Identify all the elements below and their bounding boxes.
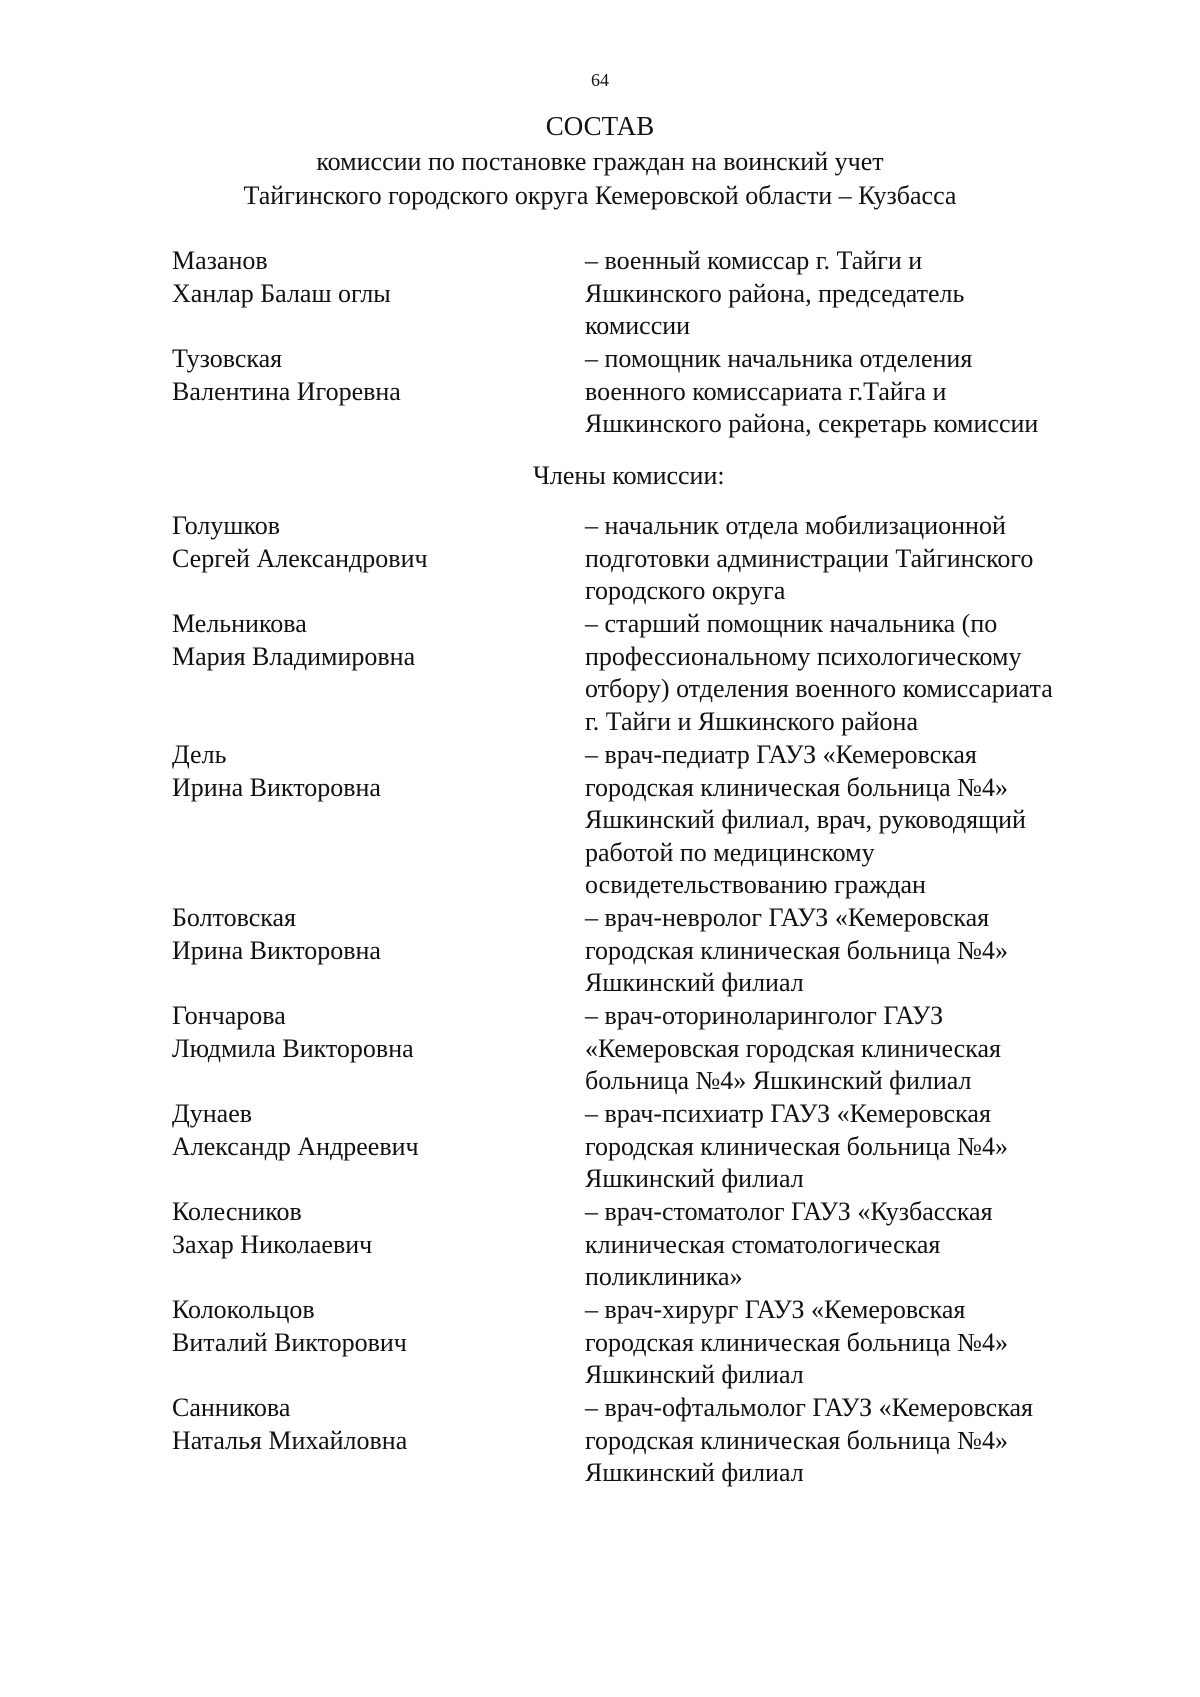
role-line: городская клиническая больница №4»: [585, 1131, 1008, 1161]
role-line: Яшкинский филиал, врач, руководящий: [585, 805, 1026, 835]
role-line: городская клиническая больница №4»: [585, 1327, 1008, 1357]
person-name: [172, 343, 572, 408]
person-name: [172, 739, 572, 804]
role-line: Яшкинский филиал: [585, 968, 804, 998]
person-role: [585, 1098, 1105, 1196]
role-line: подготовки администрации Тайгинского: [585, 543, 1034, 573]
person-name: [172, 1294, 572, 1359]
person-name: [172, 1098, 572, 1163]
role-line: городского округа: [585, 576, 786, 606]
role-line: – врач-офтальмолог ГАУЗ «Кемеровская: [585, 1393, 1033, 1422]
person-role: [585, 1294, 1105, 1392]
person-given-names: Сергей Александрович: [172, 543, 428, 573]
role-line: – помощник начальника отделения: [585, 344, 973, 373]
role-line: – врач-невролог ГАУЗ «Кемеровская: [585, 903, 990, 932]
role-line: отбору) отделения военного комиссариата: [585, 674, 1053, 704]
role-line: клиническая стоматологическая: [585, 1229, 941, 1259]
person-role: [585, 343, 1105, 441]
person-role: [585, 739, 1105, 902]
person-role: [585, 1392, 1105, 1490]
members-heading: Члены комиссии:: [533, 461, 725, 490]
person-role: [585, 608, 1105, 738]
role-line: – врач-хирург ГАУЗ «Кемеровская: [585, 1295, 966, 1324]
person-surname: Колокольцов: [172, 1295, 315, 1324]
person-given-names: Ханлар Балаш оглы: [172, 278, 391, 308]
person-given-names: Виталий Викторович: [172, 1327, 407, 1357]
person-surname: Колесников: [172, 1197, 302, 1226]
person-name: [172, 1000, 572, 1065]
person-name: [172, 1392, 572, 1457]
role-line: освидетельствованию граждан: [585, 870, 926, 900]
role-line: Яшкинский филиал: [585, 1360, 804, 1390]
person-given-names: Александр Андреевич: [172, 1131, 419, 1161]
person-name: [172, 608, 572, 673]
person-given-names: Наталья Михайловна: [172, 1425, 408, 1455]
person-role: [585, 1000, 1105, 1098]
role-line: – старший помощник начальника (по: [585, 609, 998, 638]
person-surname: Тузовская: [172, 344, 283, 373]
person-surname: Санникова: [172, 1393, 291, 1422]
role-line: – врач-стоматолог ГАУЗ «Кузбасская: [585, 1197, 993, 1226]
role-line: городская клиническая больница №4»: [585, 935, 1008, 965]
person-surname: Мазанов: [172, 246, 268, 275]
role-line: – начальник отдела мобилизационной: [585, 511, 1006, 540]
person-given-names: Валентина Игоревна: [172, 376, 401, 406]
person-surname: Болтовская: [172, 903, 296, 932]
role-line: Яшкинского района, председатель: [585, 278, 965, 308]
role-line: – военный комиссар г. Тайги и: [585, 246, 923, 275]
page-number: 64: [591, 70, 609, 90]
person-name: [172, 245, 572, 310]
person-role: [585, 902, 1105, 1000]
role-line: поликлиника»: [585, 1262, 743, 1292]
role-line: Яшкинского района, секретарь комиссии: [585, 409, 1039, 439]
person-name: [172, 510, 572, 575]
role-line: больница №4» Яшкинский филиал: [585, 1066, 972, 1096]
person-surname: Гончарова: [172, 1001, 286, 1030]
role-line: – врач-оториноларинголог ГАУЗ: [585, 1001, 944, 1030]
document-subtitle-line: Тайгинского городского округа Кемеровской области – Кузбасса: [243, 181, 957, 210]
role-line: военного комиссариата г.Тайга и: [585, 376, 947, 406]
person-role: [585, 1196, 1105, 1294]
person-surname: Мельникова: [172, 609, 307, 638]
person-surname: Голушков: [172, 511, 280, 540]
person-given-names: Людмила Викторовна: [172, 1033, 414, 1063]
role-line: городская клиническая больница №4»: [585, 1425, 1008, 1455]
document-subtitle-line: комиссии по постановке граждан на воинский учет: [316, 147, 884, 176]
person-role: [585, 245, 1105, 343]
person-given-names: Ирина Викторовна: [172, 772, 381, 802]
role-line: работой по медицинскому: [585, 837, 875, 867]
role-line: «Кемеровская городская клиническая: [585, 1033, 1001, 1063]
document-title: СОСТАВ: [545, 111, 655, 141]
person-given-names: Мария Владимировна: [172, 641, 416, 671]
person-surname: Дель: [172, 740, 227, 769]
person-name: [172, 1196, 572, 1261]
role-line: Яшкинский филиал: [585, 1164, 804, 1194]
person-given-names: Захар Николаевич: [172, 1229, 373, 1259]
person-surname: Дунаев: [172, 1099, 253, 1128]
role-line: профессиональному психологическому: [585, 641, 1022, 671]
person-given-names: Ирина Викторовна: [172, 935, 381, 965]
role-line: – врач-психиатр ГАУЗ «Кемеровская: [585, 1099, 991, 1128]
person-name: [172, 902, 572, 967]
role-line: городская клиническая больница №4»: [585, 772, 1008, 802]
person-role: [585, 510, 1105, 608]
role-line: комиссии: [585, 311, 691, 341]
role-line: Яшкинский филиал: [585, 1458, 804, 1488]
role-line: – врач-педиатр ГАУЗ «Кемеровская: [585, 740, 977, 769]
role-line: г. Тайги и Яшкинского района: [585, 706, 919, 736]
